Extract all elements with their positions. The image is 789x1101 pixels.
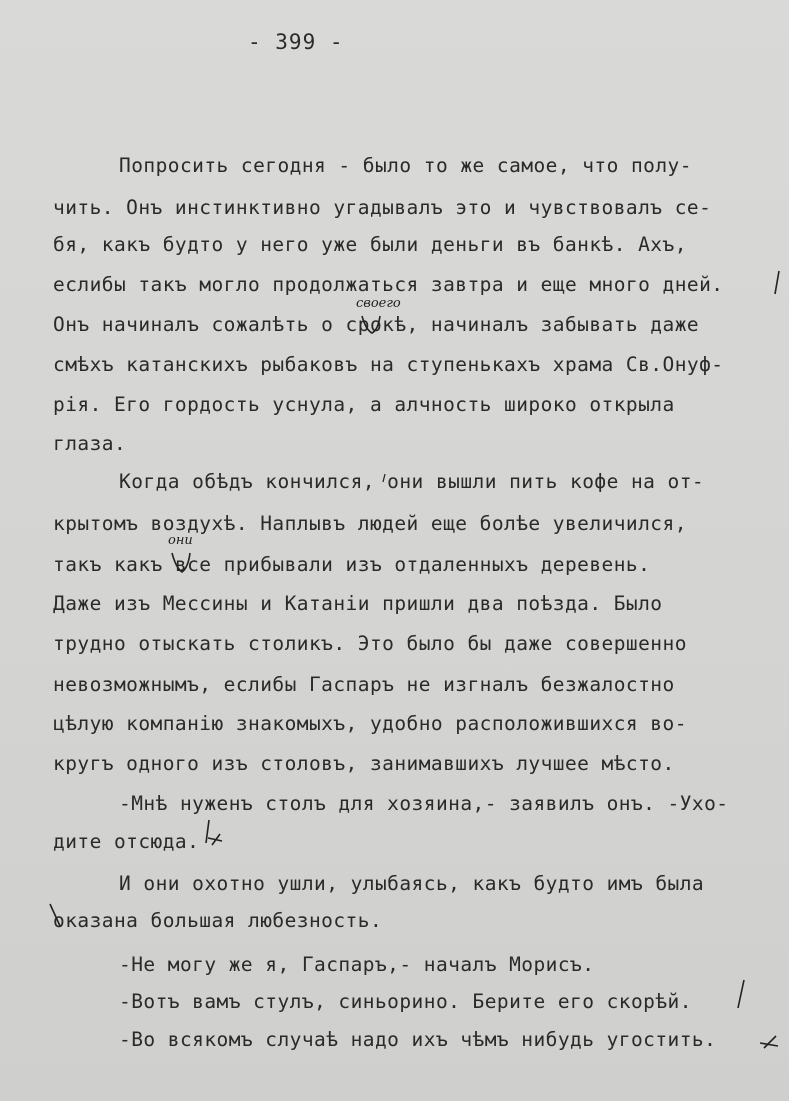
proof-tick-3 bbox=[738, 980, 744, 1008]
proof-tick-1 bbox=[775, 271, 779, 294]
text-line-20: оказана большая любезность. bbox=[53, 909, 383, 932]
text-line-16: кругъ одного изъ столовъ, занимавшихъ лучшее мѣсто. bbox=[53, 752, 675, 775]
text-line-5: Онъ начиналъ сожалѣть о срокѣ, начиналъ забывать даже bbox=[53, 313, 700, 336]
text-line-23: -Во всякомъ случаѣ надо ихъ чѣмъ нибудь угостить. bbox=[119, 1028, 717, 1051]
handwritten-insert-1: своего bbox=[356, 296, 401, 311]
proof-hash-2 bbox=[760, 1036, 778, 1048]
text-line-15: цѣлую компанію знакомыхъ, удобно расположившихся во- bbox=[53, 712, 687, 735]
text-line-8: глаза. bbox=[53, 432, 127, 455]
text-line-22: -Вотъ вамъ стулъ, синьорино. Берите его скорѣй. bbox=[119, 990, 692, 1013]
text-line-7: рія. Его гордость уснула, а алчность широко открыла bbox=[53, 393, 675, 416]
text-line-9: Когда обѣдъ кончился, они вышли пить кофе на от- bbox=[119, 470, 705, 493]
text-line-14: невозможнымъ, еслибы Гаспаръ не изгналъ безжалостно bbox=[53, 673, 675, 696]
text-line-11: такъ какъ все прибывали изъ отдаленныхъ деревень. bbox=[53, 553, 651, 576]
text-line-4: еслибы такъ могло продолжаться завтра и еще много дней. bbox=[53, 273, 724, 296]
text-line-13: трудно отыскать столикъ. Это было бы даже совершенно bbox=[53, 632, 687, 655]
text-line-10: крытомъ воздухѣ. Наплывъ людей еще болѣе увеличился, bbox=[53, 512, 687, 535]
text-line-1: Попросить сегодня - было то же самое, что полу- bbox=[119, 154, 692, 177]
text-line-3: бя, какъ будто у него уже были деньги въ банкѣ. Ахъ, bbox=[53, 233, 687, 256]
proof-hash-1 bbox=[208, 834, 222, 845]
handwritten-insert-2: они bbox=[168, 533, 193, 548]
page-number: - 399 - bbox=[248, 30, 344, 54]
text-line-17: -Мнѣ нуженъ столъ для хозяина,- заявилъ онъ. -Ухо- bbox=[119, 792, 729, 815]
proof-tick-2 bbox=[206, 820, 209, 843]
text-line-21: -Не могу же я, Гаспаръ,- началъ Морисъ. bbox=[119, 953, 595, 976]
text-line-19: И они охотно ушли, улыбаясь, какъ будто имъ была bbox=[119, 872, 705, 895]
text-line-12: Даже изъ Мессины и Катаніи пришли два поѣзда. Было bbox=[53, 592, 663, 615]
text-line-18: дите отсюда. bbox=[53, 830, 200, 853]
text-line-6: смѣхъ катанскихъ рыбаковъ на ступенькахъ храма Св.Онуф- bbox=[53, 353, 724, 376]
text-line-2: чить. Онъ инстинктивно угадывалъ это и чувствовалъ се- bbox=[53, 196, 712, 219]
